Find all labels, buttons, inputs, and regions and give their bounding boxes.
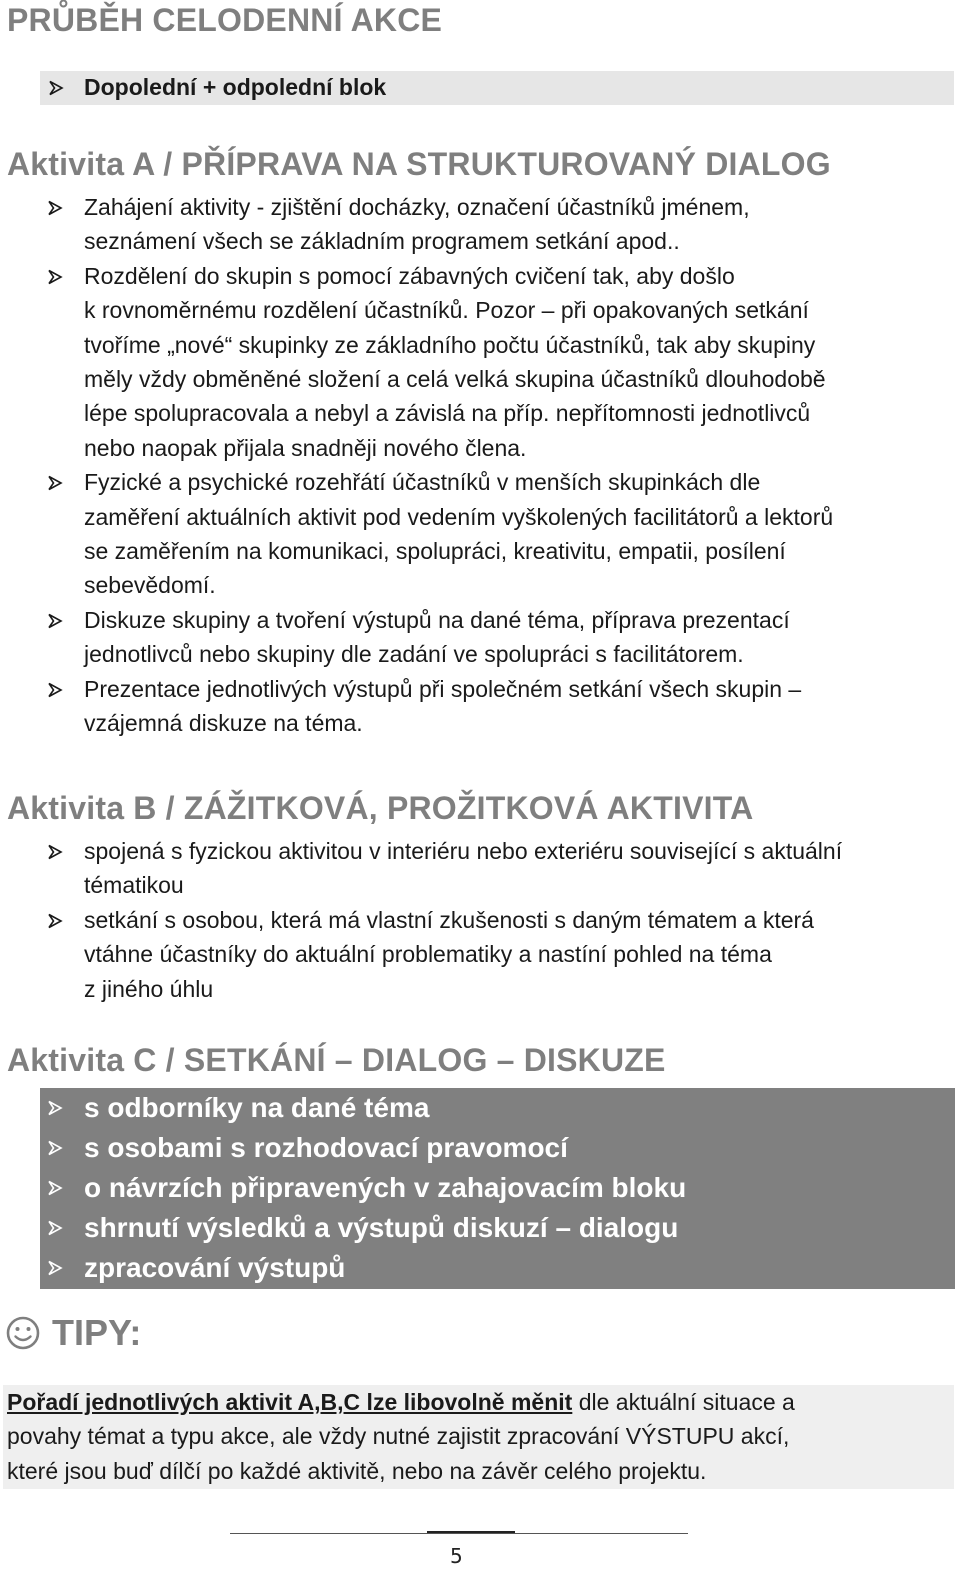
list-item-text: Diskuze skupiny a tvoření výstupů na dané téma, příprava prezentací jednotlivců nebo skupiny dle zadání ve spolupráci s facilitátorem. — [84, 606, 790, 668]
list-item-text: Prezentace jednotlivých výstupů při společném setkání všech skupin – vzájemná diskuze na téma. — [84, 675, 802, 737]
arrow-bullet-icon — [47, 475, 63, 491]
tips-heading — [6, 1311, 141, 1355]
list-item — [0, 259, 960, 465]
arrow-bullet-icon — [47, 613, 63, 629]
arrow-bullet-icon — [47, 682, 63, 698]
block-bar — [40, 71, 954, 105]
list-item-text: Rozdělení do skupin s pomocí zábavných cvičení tak, aby došlo k rovnoměrnému rozdělení účastníků. Pozor – při opakovaných setkání tvoříme „nové“ skupinky ze základního počtu účastníků, tak aby skupiny měly vždy obměněné složení a celá velká skupina účastníků dlouhodobě lépe spolupracovala a nebyl a závislá na příp. nepřítomnosti jednotlivců nebo naopak přijala snadněji nového člena. — [84, 262, 826, 461]
list-item — [0, 465, 960, 603]
highlight-item — [40, 1168, 955, 1208]
page-number: 5 — [450, 1544, 463, 1568]
highlight-item-text: shrnutí výsledků a výstupů diskuzí – dialogu — [84, 1212, 679, 1243]
arrow-bullet-icon — [47, 200, 63, 216]
activity-b-heading: Aktivita B / ZÁŽITKOVÁ, PROŽITKOVÁ AKTIVITA — [7, 790, 754, 826]
list-item-text: Fyzické a psychické rozehřátí účastníků v menších skupinkách dle zaměření aktuálních aktivit pod vedením vyškolených facilitátorů a lektorů se zaměřením na komunikaci, spolupráci, kreativitu, empatii, posílení sebevědomí. — [84, 469, 834, 599]
footer-rule — [230, 1533, 688, 1534]
tips-note — [3, 1385, 954, 1488]
arrow-bullet-icon — [47, 1140, 63, 1156]
activity-a-heading: Aktivita A / PŘÍPRAVA NA STRUKTUROVANÝ DIALOG — [7, 146, 831, 182]
activity-c-heading: Aktivita C / SETKÁNÍ – DIALOG – DISKUZE — [7, 1042, 666, 1078]
list-item-text: setkání s osobou, která má vlastní zkušenosti s daným tématem a která vtáhne účastníky do aktuální problematiky a nastíní pohled na téma z jiného úhlu — [84, 906, 814, 1002]
tips-label: TIPY: — [52, 1312, 142, 1353]
highlight-item — [40, 1248, 955, 1288]
highlight-item — [40, 1088, 955, 1128]
tips-note-box — [3, 1385, 954, 1489]
smiley-icon — [6, 1316, 40, 1350]
list-item-text: spojená s fyzickou aktivitou v interiéru nebo exteriéru související s aktuální tématikou — [84, 838, 843, 899]
activity-b-list — [0, 834, 960, 1006]
highlight-item-text: s odborníky na dané téma — [84, 1092, 430, 1123]
highlight-item — [40, 1128, 955, 1168]
list-item-text: Zahájení aktivity - zjištění docházky, označení účastníků jménem, seznámení všech se základním programem setkání apod.. — [84, 194, 750, 255]
highlight-item-text: o návrzích připravených v zahajovacím bloku — [84, 1172, 687, 1203]
list-item — [0, 190, 960, 259]
activity-a-list — [0, 190, 960, 741]
list-item — [0, 834, 960, 903]
block-label: Dopolední + odpolední blok — [84, 74, 387, 100]
footer-rule-accent — [427, 1531, 515, 1533]
tips-emphasis: Pořadí jednotlivých aktivit A,B,C lze libovolně měnit — [7, 1389, 573, 1415]
highlight-item — [40, 1208, 955, 1248]
highlight-item-text: zpracování výstupů — [84, 1252, 346, 1283]
arrow-bullet-icon — [48, 80, 64, 96]
arrow-bullet-icon — [47, 1180, 63, 1196]
arrow-bullet-icon — [47, 269, 63, 285]
highlight-item-text: s osobami s rozhodovací pravomocí — [84, 1132, 568, 1163]
list-item — [0, 672, 960, 741]
tips-text: dle aktuální situace a povahy témat a typu akce, ale vždy nutné zajistit zpracování VÝSTUPU akcí, které jsou buď dílčí po každé aktivitě, nebo na závěr celého projektu. — [7, 1389, 795, 1484]
arrow-bullet-icon — [47, 1100, 63, 1116]
arrow-bullet-icon — [47, 1260, 63, 1276]
list-item — [0, 603, 960, 672]
list-item — [0, 903, 960, 1006]
page-title: PRŮBĚH CELODENNÍ AKCE — [7, 2, 443, 38]
arrow-bullet-icon — [47, 913, 63, 929]
activity-c-highlight-box — [40, 1088, 955, 1289]
arrow-bullet-icon — [47, 844, 63, 860]
arrow-bullet-icon — [47, 1220, 63, 1236]
